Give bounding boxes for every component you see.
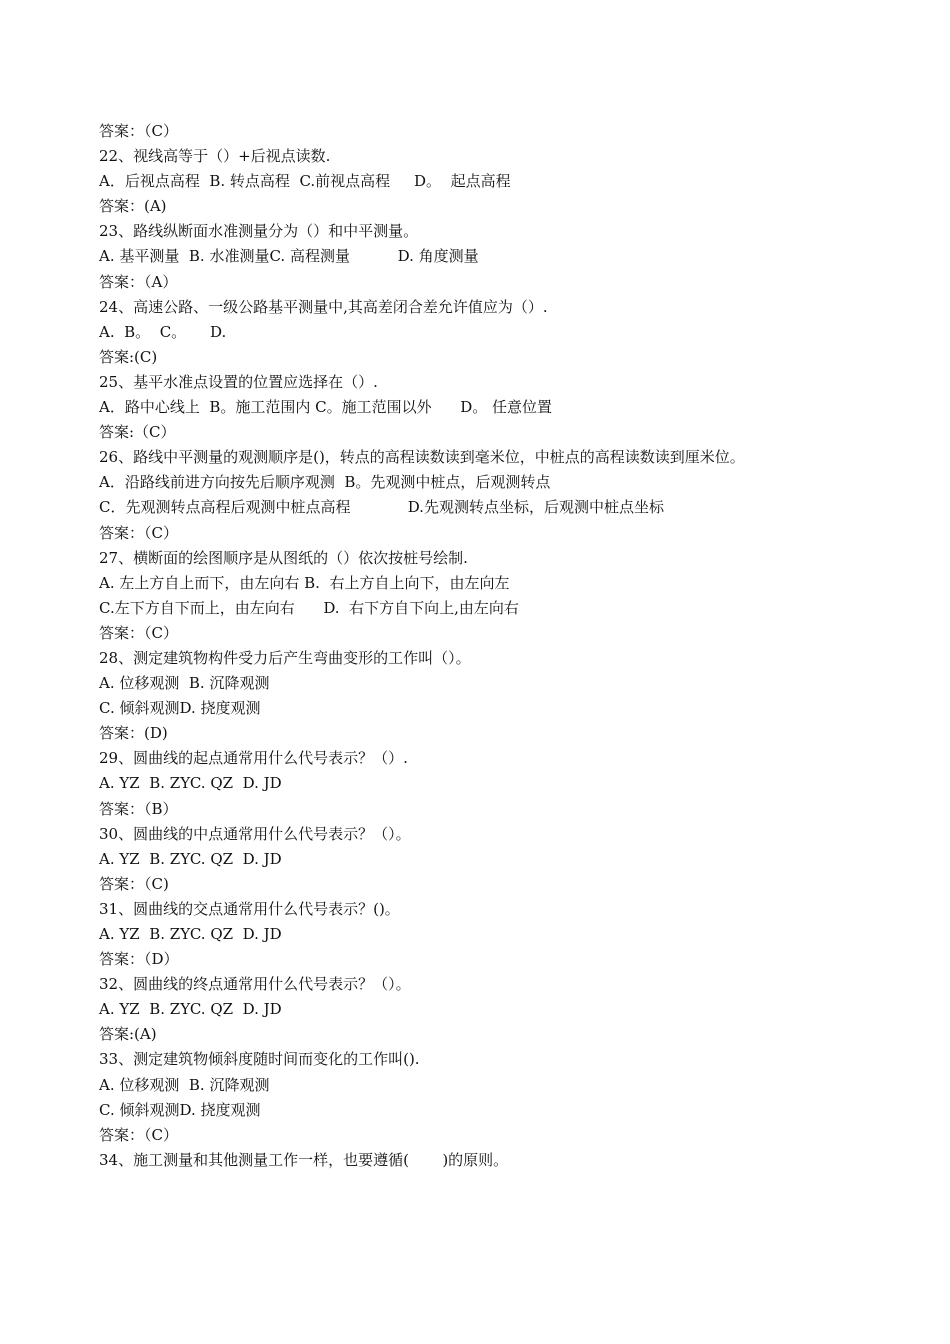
question-24: 24、高速公路、一级公路基平测量中,其高差闭合差允许值应为（）. bbox=[99, 297, 548, 316]
question-28: 28、测定建筑物构件受力后产生弯曲变形的工作叫（）。 bbox=[99, 648, 471, 667]
options-line: A．路中心线上 B。施工范围内 C。施工范围以外 D。 任意位置 bbox=[99, 398, 553, 417]
question-31: 31、圆曲线的交点通常用什么代号表示？()。 bbox=[99, 899, 400, 918]
answer-line: 答案：（C） bbox=[99, 523, 178, 542]
options-line: A. YZ B. ZYC. QZ D. JD bbox=[99, 849, 282, 868]
options-line: A. B。 C。 D. bbox=[99, 322, 227, 341]
question-27: 27、横断面的绘图顺序是从图纸的（）依次按桩号绘制. bbox=[99, 548, 468, 567]
options-line: A．后视点高程 B. 转点高程 C.前视点高程 D。 起点高程 bbox=[99, 172, 511, 191]
answer-line: 答案：(D) bbox=[99, 724, 168, 743]
options-line: C. 倾斜观测D. 挠度观测 bbox=[99, 699, 261, 718]
options-line: A. 位移观测 B. 沉降观测 bbox=[99, 674, 270, 693]
answer-line: 答案：(A) bbox=[99, 197, 167, 216]
answer-line: 答案:(C) bbox=[99, 347, 158, 366]
question-34: 34、施工测量和其他测量工作一样，也要遵循( )的原则。 bbox=[99, 1150, 509, 1169]
options-line: A. YZ B. ZYC. QZ D. JD bbox=[99, 925, 282, 943]
options-line: A. 位移观测 B. 沉降观测 bbox=[99, 1075, 270, 1094]
answer-line: 答案：（C） bbox=[99, 1125, 178, 1144]
answer-line: 答案：（B） bbox=[99, 799, 178, 818]
question-32: 32、圆曲线的终点通常用什么代号表示？（）。 bbox=[99, 975, 411, 994]
options-line: A. YZ B. ZYC. QZ D. JD bbox=[99, 774, 282, 793]
answer-line: 答案：（C) bbox=[99, 874, 169, 893]
options-line: A. 基平测量 B. 水准测量C. 高程测量 D. 角度测量 bbox=[99, 247, 479, 266]
options-line: A. 左上方自上而下，由左向右 B. 右上方自上向下，由左向左 bbox=[99, 573, 510, 592]
answer-line: 答案：（C） bbox=[99, 623, 178, 642]
question-33: 33、测定建筑物倾斜度随时间而变化的工作叫(). bbox=[99, 1050, 420, 1069]
options-line: C. 倾斜观测D. 挠度观测 bbox=[99, 1100, 261, 1119]
answer-line: 答案：（A） bbox=[99, 272, 178, 291]
question-26: 26、路线中平测量的观测顺序是()，转点的高程读数读到毫米位，中桩点的高程读数读到厘米位。 bbox=[99, 448, 745, 467]
options-line: C．先观测转点高程后观测中桩点高程 D.先观测转点坐标，后观测中桩点坐标 bbox=[99, 498, 664, 517]
options-line: A．沿路线前进方向按先后顺序观测 B。先观测中桩点，后观测转点 bbox=[99, 473, 551, 492]
question-25: 25、基平水准点设置的位置应选择在（）. bbox=[99, 372, 378, 391]
answer-line: 答案:（C） bbox=[99, 423, 176, 442]
answer-line: 答案:(A) bbox=[99, 1025, 157, 1044]
answer-line: 答案：（D） bbox=[99, 950, 179, 969]
options-line: C.左下方自下而上，由左向右 D. 右下方自下向上,由左向右 bbox=[99, 598, 519, 617]
question-22: 22、视线高等于（）+后视点读数. bbox=[99, 147, 331, 166]
options-line: A. YZ B. ZYC. QZ D. JD bbox=[99, 1000, 282, 1019]
answer-line: 答案：（C） bbox=[99, 122, 178, 140]
question-29: 29、圆曲线的起点通常用什么代号表示？（）. bbox=[99, 749, 408, 768]
question-23: 23、路线纵断面水准测量分为（）和中平测量。 bbox=[99, 222, 419, 241]
document-body bbox=[99, 119, 899, 1173]
question-30: 30、圆曲线的中点通常用什么代号表示？（）。 bbox=[99, 824, 411, 843]
